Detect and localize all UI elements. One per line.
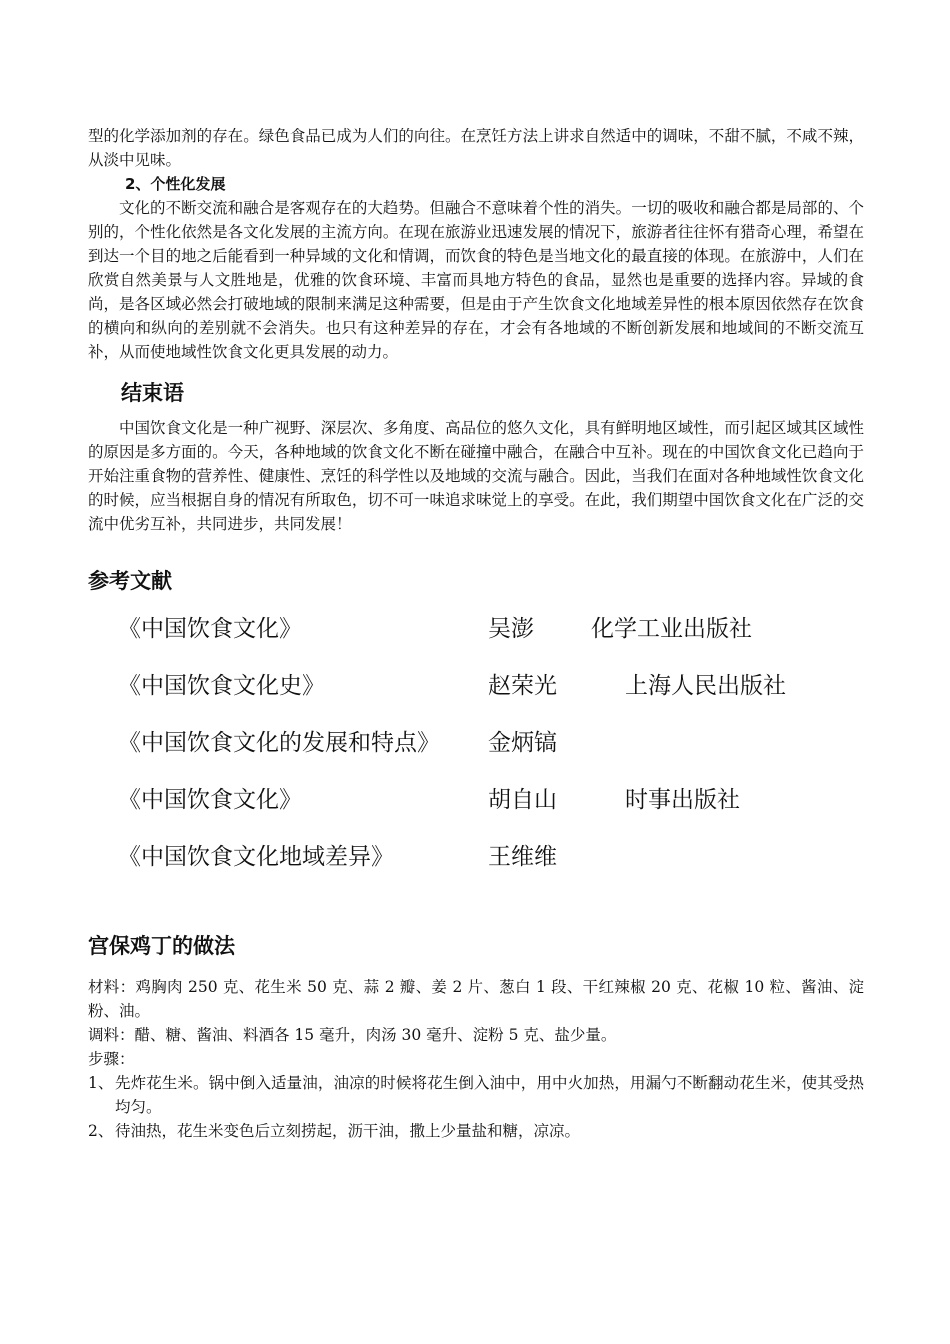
recipe-seasoning: 调料：醋、糖、酱油、料酒各 15 毫升，肉汤 30 毫升、淀粉 5 克、盐少量。 (88, 1026, 617, 1044)
reference-publisher: 时事出版社 (625, 787, 740, 813)
references-list (88, 614, 864, 899)
personalization-paragraph: 文化的不断交流和融合是客观存在的大趋势。但融合不意味着个性的消失。一切的吸收和融合都是局部的、个别的，个性化依然是各文化发展的主流方向。在现在旅游业迅速发展的情况下，旅游者往往怀有猎奇心理，希望在到达一个目的地之后能看到一种异域的文化和情调，而饮食的特色是当地文化的最直接的体现。在旅游中，人们在欣赏自然美景与人文胜地是，优雅的饮食环境、丰富而具地方特色的食品，显然也是重要的选择内容。异域的食尚，是各区域必然会打破地域的限制来满足这种需要，但是由于产生饮食文化地域差异性的根本原因依然存在饮食的横向和纵向的差别就不会消失。也只有这种差异的存在，才会有各地域的不断创新发展和地域间的不断交流互补，从而使地域性饮食文化更具发展的动力。 (88, 199, 864, 361)
recipe-ingredients: 材料：鸡胸肉 250 克、花生米 50 克、蒜 2 瓣、姜 2 片、葱白 1 段、干红辣椒 20 克、花椒 10 粒、酱油、淀粉、油。 (88, 978, 864, 1020)
reference-title: 《中国饮食文化》 (118, 616, 302, 642)
reference-publisher: 上海人民出版社 (625, 673, 786, 699)
reference-item (88, 671, 864, 728)
reference-item (88, 614, 864, 671)
reference-item (88, 728, 864, 785)
step-number: 2、 (88, 1122, 114, 1140)
reference-title: 《中国饮食文化》 (118, 787, 302, 813)
reference-author: 王维维 (488, 844, 557, 870)
step-text: 待油热，花生米变色后立刻捞起，沥干油，撒上少量盐和糖，凉凉。 (115, 1122, 581, 1140)
reference-item (88, 785, 864, 842)
document-page (88, 124, 864, 1143)
recipe-steps-label: 步骤： (88, 1050, 135, 1068)
recipe-heading: 宫保鸡丁的做法 (88, 934, 235, 958)
conclusion-heading: 结束语 (121, 381, 184, 405)
trend-continued-paragraph: 型的化学添加剂的存在。绿色食品已成为人们的向往。在烹饪方法上讲求自然适中的调味，不甜不腻，不咸不辣，从淡中见味。 (88, 127, 864, 169)
conclusion-paragraph: 中国饮食文化是一种广视野、深层次、多角度、高品位的悠久文化，具有鲜明地区域性，而引起区域其区域性的原因是多方面的。今天，各种地域的饮食文化不断在碰撞中融合，在融合中互补。现在的中国饮食文化已趋向于开始注重食物的营养性、健康性、烹饪的科学性以及地域的交流与融合。因此，当我们在面对各种地域性饮食文化的时候，应当根据自身的情况有所取色，切不可一味追求味觉上的享受。在此，我们期望中国饮食文化在广泛的交流中优劣互补，共同进步，共同发展！ (88, 419, 864, 533)
step-number: 1、 (88, 1074, 114, 1092)
subheading-personalization: 2、个性化发展 (125, 175, 226, 193)
reference-author: 吴澎 (488, 616, 534, 642)
reference-title: 《中国饮食文化史》 (118, 673, 325, 699)
recipe-body (88, 975, 864, 1143)
reference-author: 胡自山 (488, 787, 557, 813)
reference-publisher: 化学工业出版社 (591, 616, 752, 642)
references-heading: 参考文献 (88, 569, 172, 593)
recipe-step (88, 1119, 864, 1143)
reference-item (88, 842, 864, 899)
reference-author: 金炳镐 (488, 730, 557, 756)
reference-title: 《中国饮食文化的发展和特点》 (118, 730, 440, 756)
reference-title: 《中国饮食文化地域差异》 (118, 844, 394, 870)
reference-author: 赵荣光 (488, 673, 557, 699)
recipe-step (88, 1071, 864, 1119)
step-text: 先炸花生米。锅中倒入适量油，油凉的时候将花生倒入油中，用中火加热，用漏勺不断翻动花生米，使其受热均匀。 (115, 1074, 864, 1116)
